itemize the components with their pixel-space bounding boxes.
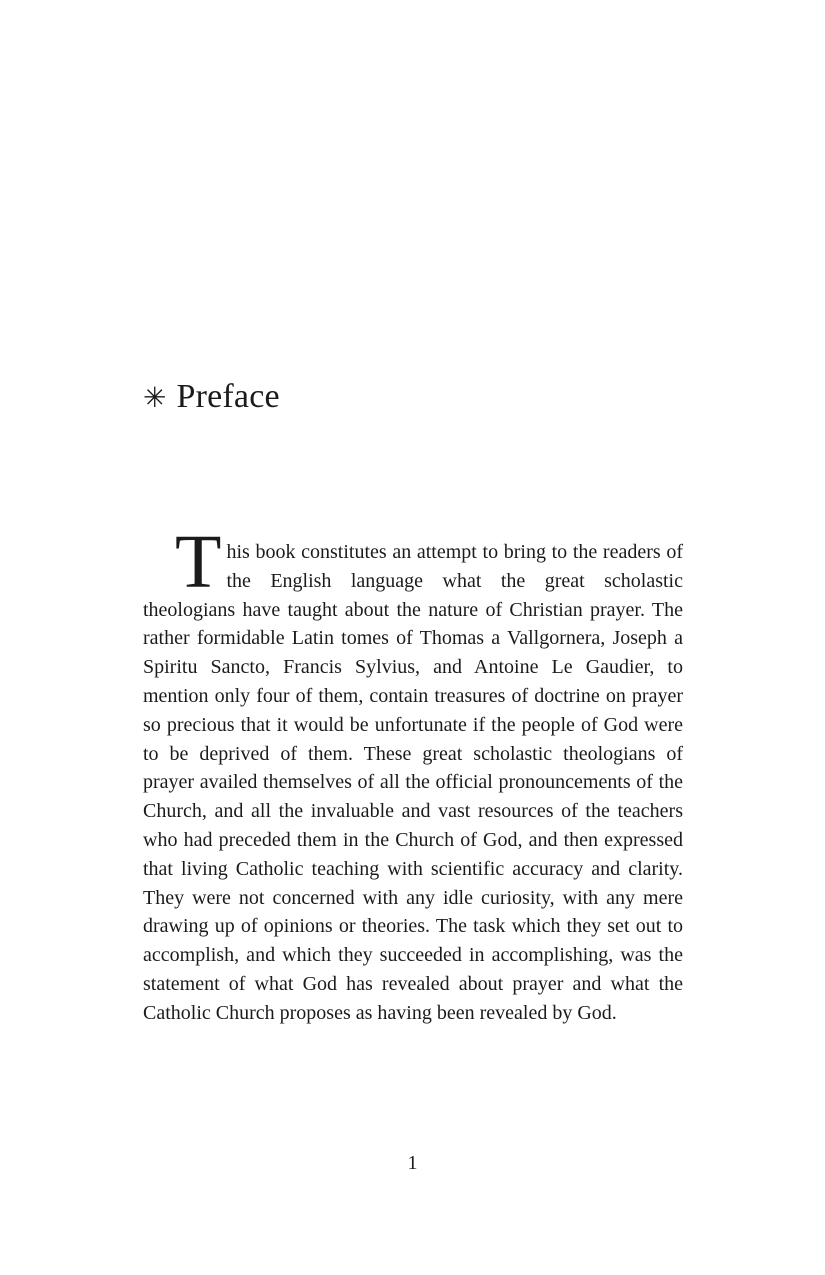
chapter-title: Preface xyxy=(176,378,280,415)
preface-paragraph xyxy=(143,520,683,1028)
page-number-value: 1 xyxy=(407,1152,418,1174)
paragraph-text: his book constitutes an attempt to bring to the readers of the English language what the great scholastic theologians have taught about the nature of Christian prayer. The rather formidable Latin tomes of Thomas a Vallgornera, Joseph a Spiritu Sancto, Francis Sylvius, and Antoine Le Gaudier, to mention only four of them, contain treasures of doctrine on prayer so precious that it would be unfortunate if the people of God were to be deprived of them. These great scholastic theologians of prayer availed themselves of all the official pronouncements of the Church, and all the invaluable and vast resources of the teachers who had preceded them in the Church of God, and then expressed that living Catholic teaching with scientific accuracy and clarity. They were not concerned with any idle curiosity, with any mere drawing up of opinions or theories. The task which they set out to accomplish, and which they succeeded in accomplishing, was the statement of what God has revealed about prayer and what the Catholic Church proposes as having been revealed by God. xyxy=(143,541,683,1024)
body-text-block xyxy=(143,520,683,1028)
page-number xyxy=(0,1153,825,1173)
drop-cap: T xyxy=(175,520,222,604)
chapter-heading xyxy=(143,377,280,416)
eight-spoked-asterisk-icon: ✳ xyxy=(143,381,167,414)
